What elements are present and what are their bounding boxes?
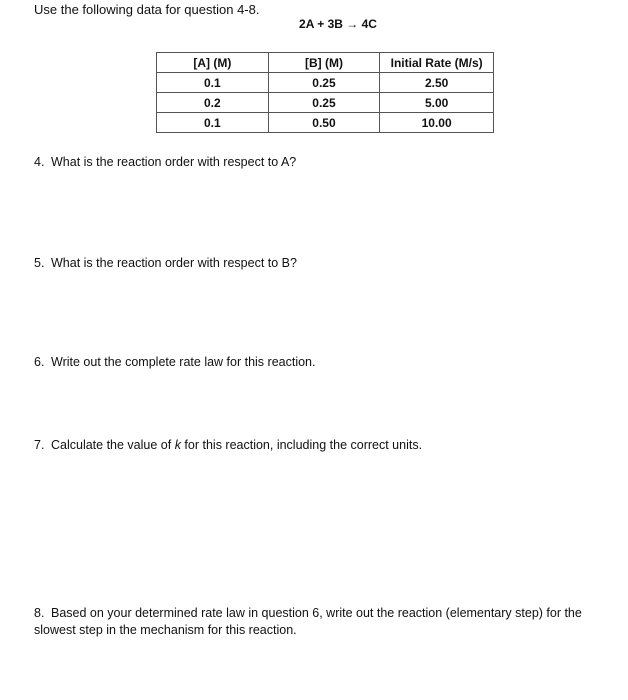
question-number: 8. [34,606,45,620]
instructions-text: Use the following data for question 4-8. [34,2,260,17]
question-text: Write out the complete rate law for this reaction. [51,355,316,369]
question-text-before: Calculate the value of [51,438,175,452]
question-number: 4. [34,155,45,169]
question-number: 6. [34,355,45,369]
cell-concentration-a: 0.1 [157,113,269,133]
question-text: What is the reaction order with respect to B? [51,256,297,270]
question-number: 7. [34,438,45,452]
header-concentration-b: [B] (M) [268,53,380,73]
question-text: What is the reaction order with respect to A? [51,155,297,169]
table-row [157,93,494,113]
question-7 [34,437,422,454]
header-initial-rate: Initial Rate (M/s) [380,53,494,73]
rate-data-table [156,52,494,133]
cell-concentration-b: 0.25 [268,93,380,113]
question-8 [34,605,609,639]
question-5 [34,255,297,272]
cell-concentration-b: 0.25 [268,73,380,93]
cell-concentration-a: 0.1 [157,73,269,93]
table-row [157,73,494,93]
reaction-equation: 2A + 3B → 4C [299,17,377,31]
table-row [157,113,494,133]
cell-concentration-b: 0.50 [268,113,380,133]
question-text-after: for this reaction, including the correct units. [180,438,423,452]
cell-initial-rate: 2.50 [380,73,494,93]
cell-concentration-a: 0.2 [157,93,269,113]
question-number: 5. [34,256,45,270]
cell-initial-rate: 5.00 [380,93,494,113]
question-6 [34,354,315,371]
rate-constant-symbol: k [174,438,181,452]
table-header-row [157,53,494,73]
question-4 [34,154,296,171]
question-text: Based on your determined rate law in question 6, write out the reaction (elementary step) for the slowest step in the mechanism for this reaction. [34,606,582,637]
header-concentration-a: [A] (M) [157,53,269,73]
cell-initial-rate: 10.00 [380,113,494,133]
